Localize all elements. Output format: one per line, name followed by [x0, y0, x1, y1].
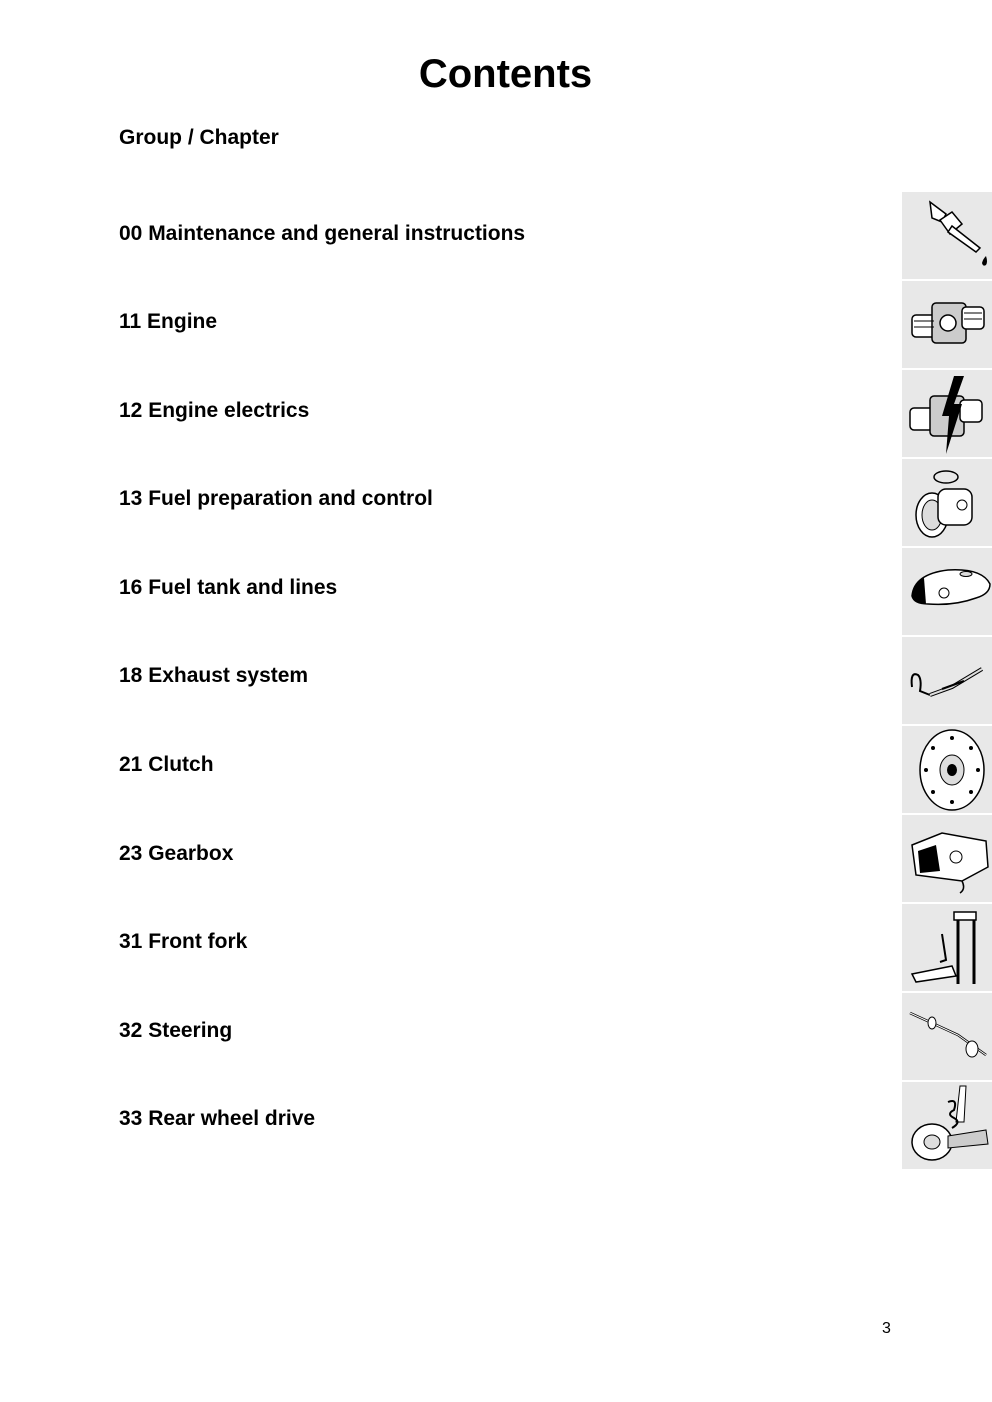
oil-can-icon: [902, 192, 992, 279]
chapter-entry-16[interactable]: 16 Fuel tank and lines: [119, 576, 338, 599]
rear-wheel-drive-icon: [902, 1082, 992, 1169]
chapter-entry-23[interactable]: 23 Gearbox: [119, 842, 234, 865]
chapter-entry-31[interactable]: 31 Front fork: [119, 930, 248, 953]
throttle-body-icon: [902, 459, 992, 546]
chapter-entry-18[interactable]: 18 Exhaust system: [119, 664, 309, 687]
chapter-entry-21[interactable]: 21 Clutch: [119, 753, 214, 776]
front-fork-icon: [902, 904, 992, 991]
gearbox-icon: [902, 815, 992, 902]
chapter-tab-23[interactable]: [902, 815, 992, 904]
engine-icon: [902, 281, 992, 368]
chapter-tab-33[interactable]: [902, 1082, 992, 1171]
fuel-tank-icon: [902, 548, 992, 635]
chapter-entry-32[interactable]: 32 Steering: [119, 1019, 233, 1042]
chapter-tab-00[interactable]: [902, 192, 992, 281]
chapter-tab-16[interactable]: [902, 548, 992, 637]
chapter-tab-31[interactable]: [902, 904, 992, 993]
page-title: Contents: [418, 52, 593, 96]
chapter-entry-12[interactable]: 12 Engine electrics: [119, 399, 310, 422]
steering-icon: [902, 993, 992, 1080]
page-number: 3: [882, 1320, 891, 1337]
clutch-disc-icon: [902, 726, 992, 813]
exhaust-icon: [902, 637, 992, 724]
chapter-tab-12[interactable]: [902, 370, 992, 459]
chapter-tab-strip: [902, 192, 992, 1171]
chapter-tab-18[interactable]: [902, 637, 992, 726]
chapter-entry-13[interactable]: 13 Fuel preparation and control: [119, 487, 433, 510]
chapter-tab-32[interactable]: [902, 993, 992, 1082]
column-heading: Group / Chapter: [119, 126, 279, 149]
engine-electrics-icon: [902, 370, 992, 457]
chapter-entry-00[interactable]: 00 Maintenance and general instructions: [119, 222, 526, 245]
chapter-entry-33[interactable]: 33 Rear wheel drive: [119, 1107, 316, 1130]
chapter-tab-13[interactable]: [902, 459, 992, 548]
chapter-tab-21[interactable]: [902, 726, 992, 815]
chapter-tab-11[interactable]: [902, 281, 992, 370]
chapter-entry-11[interactable]: 11 Engine: [119, 310, 218, 333]
